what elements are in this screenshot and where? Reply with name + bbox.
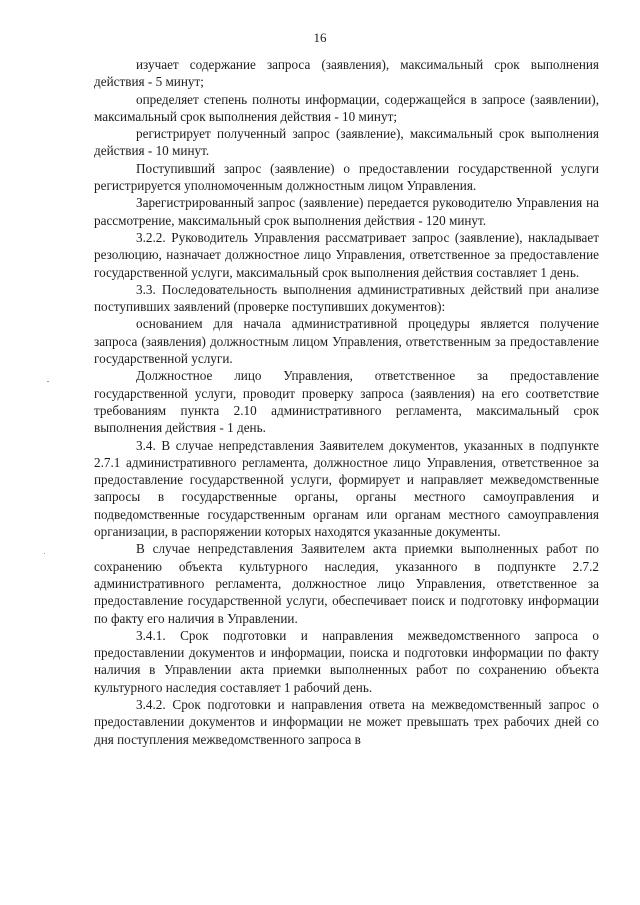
paragraph-10: 3.4. В случае непредставления Заявителем документов, указанных в подпункте 2.7.1 административного регламента, должностное лицо Управления, ответственное за предоставление государственной услуги, формирует и направляет межведомственные запросы в государственные органы, органы местного самоуправления и подведомственные государственным органам или органам местного самоуправления организации, в распоряжении которых находятся указанные документы. xyxy=(94,437,599,540)
paragraph-3: регистрирует полученный запрос (заявление), максимальный срок выполнения действия - 10 минут. xyxy=(94,126,599,159)
paragraph-6: 3.2.2. Руководитель Управления рассматривает запрос (заявление), накладывает резолюцию, назначает должностное лицо Управления, ответственное за предоставление государственной услуги, максимальный срок выполнения действия составляет 1 день. xyxy=(94,229,599,280)
paragraph-11: В случае непредставления Заявителем акта приемки выполненных работ по сохранению объекта культурного наследия, указанного в подпункте 2.7.2 административного регламента, должностное лицо Управления, ответственное за предоставление государственной услуги, обеспечивает поиск и подготовку информации по факту его наличия в Управлении. xyxy=(94,541,599,626)
paragraph-13: 3.4.2. Срок подготовки и направления ответа на межведомственный запрос о предоставлении документов и информации не может превышать трех рабочих дней со дня поступления межведомственного запроса в xyxy=(94,696,599,747)
paragraph-4: Поступивший запрос (заявление) о предоставлении государственной услуги регистрируется уполномоченным должностным лицом Управления. xyxy=(94,160,599,194)
paragraph-2: определяет степень полноты информации, содержащейся в запросе (заявлении), максимальный срок выполнения действия - 10 минут; xyxy=(94,91,599,124)
page-number: 16 xyxy=(313,30,327,45)
paragraph-1: изучает содержание запроса (заявления), максимальный срок выполнения действия - 5 минут; xyxy=(94,57,599,90)
scan-speck xyxy=(47,381,49,382)
paragraph-8: основанием для начала административной процедуры является получение запроса (заявления) должностным лицом Управления, ответственным за предоставление государственной услуги. xyxy=(94,316,599,367)
scan-speck xyxy=(44,553,45,554)
paragraph-5: Зарегистрированный запрос (заявление) передается руководителю Управления на рассмотрение, максимальный срок выполнения действия - 120 минут. xyxy=(94,195,599,228)
paragraph-12: 3.4.1. Срок подготовки и направления межведомственного запроса о предоставлении документов и информации, поиска и подготовки информации по факту наличия в Управлении акта приемки выполненных работ по сохранению объекта культурного наследия составляет 1 рабочий день. xyxy=(94,627,599,695)
document-body xyxy=(94,56,599,748)
paragraph-7: 3.3. Последовательность выполнения административных действий при анализе поступивших заявлений (проверке поступивших документов): xyxy=(94,281,599,315)
paragraph-9: Должностное лицо Управления, ответственное за предоставление государственной услуги, проводит проверку запроса (заявления) на его соответствие требованиям пункта 2.10 административного регламента, максимальный срок выполнения действия - 1 день. xyxy=(94,368,599,436)
